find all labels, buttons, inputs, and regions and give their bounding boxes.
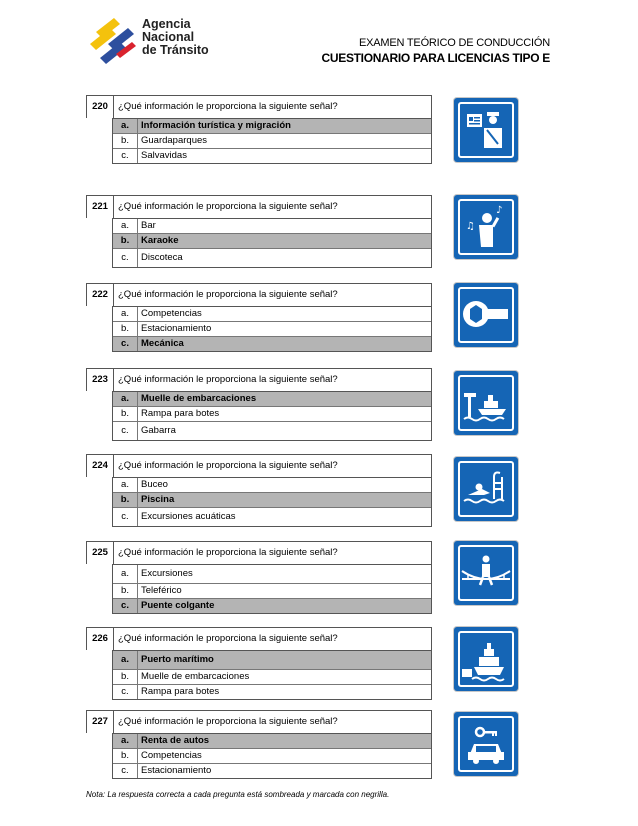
correct-answer-option (113, 493, 431, 508)
option-letter: c. (113, 599, 138, 613)
mechanic-wrench-sign-icon (454, 283, 518, 347)
question-row (86, 368, 432, 391)
correct-answer-option (113, 337, 431, 351)
answer-option (113, 322, 431, 337)
option-text: Gabarra (141, 425, 176, 436)
question-227 (86, 710, 432, 779)
option-text: Excursiones (141, 568, 193, 579)
answer-option (113, 670, 431, 685)
question-number: 220 (87, 96, 114, 118)
question-row (86, 627, 432, 650)
option-text: Rampa para botes (141, 686, 220, 697)
agency-name-line2: Nacional (142, 30, 195, 44)
option-text: Excursiones acuáticas (141, 511, 236, 522)
option-text: Renta de autos (141, 735, 210, 746)
option-letter: c. (113, 249, 138, 267)
option-text: Información turística y migración (141, 120, 291, 131)
question-number: 221 (87, 196, 114, 218)
question-222 (86, 283, 432, 352)
option-letter: a. (113, 119, 138, 133)
answer-options (112, 564, 432, 614)
question-text: ¿Qué información le proporciona la siguiente señal? (118, 716, 338, 727)
option-letter: b. (113, 493, 138, 507)
answer-option (113, 685, 431, 699)
option-letter: c. (113, 337, 138, 351)
answer-option (113, 565, 431, 584)
option-text: Karaoke (141, 235, 179, 246)
option-text: Guardaparques (141, 135, 208, 146)
answer-option (113, 508, 431, 526)
option-letter: b. (113, 134, 138, 148)
seaport-ship-sign-icon (454, 627, 518, 691)
answer-option (113, 749, 431, 764)
option-letter: a. (113, 478, 138, 492)
option-letter: b. (113, 749, 138, 763)
question-number: 226 (87, 628, 114, 650)
svg-text:♫: ♫ (466, 221, 475, 232)
option-letter: a. (113, 651, 138, 669)
option-letter: b. (113, 670, 138, 684)
option-letter: b. (113, 407, 138, 421)
answer-option (113, 134, 431, 149)
option-text: Puerto marítimo (141, 654, 214, 665)
answer-options (112, 391, 432, 441)
option-letter: c. (113, 422, 138, 440)
question-224 (86, 454, 432, 527)
question-row (86, 283, 432, 306)
agency-name (142, 18, 209, 57)
agency-name-line1: Agencia (142, 17, 191, 31)
suspension-bridge-sign-icon (454, 541, 518, 605)
option-letter: c. (113, 508, 138, 526)
option-letter: a. (113, 307, 138, 321)
option-text: Estacionamiento (141, 765, 212, 776)
question-text: ¿Qué información le proporciona la siguiente señal? (118, 633, 338, 644)
footnote: Nota: La respuesta correcta a cada pregunta está sombreada y marcada con negrilla. (86, 790, 390, 799)
question-number: 227 (87, 711, 114, 733)
answer-option (113, 584, 431, 599)
option-letter: c. (113, 149, 138, 163)
question-text: ¿Qué información le proporciona la siguiente señal? (118, 289, 338, 300)
option-letter: a. (113, 734, 138, 748)
question-225 (86, 541, 432, 614)
option-text: Teleférico (141, 585, 182, 596)
question-text: ¿Qué información le proporciona la siguiente señal? (118, 460, 338, 471)
question-row (86, 454, 432, 477)
answer-options (112, 477, 432, 527)
question-text: ¿Qué información le proporciona la siguiente señal? (118, 547, 338, 558)
question-number: 225 (87, 542, 114, 564)
question-row (86, 541, 432, 564)
option-text: Rampa para botes (141, 408, 220, 419)
question-number: 223 (87, 369, 114, 391)
correct-answer-option (113, 599, 431, 613)
correct-answer-option (113, 734, 431, 749)
option-text: Discoteca (141, 252, 183, 263)
boat-dock-sign-icon (454, 371, 518, 435)
option-text: Muelle de embarcaciones (141, 393, 257, 404)
answer-option (113, 422, 431, 440)
car-rental-sign-icon (454, 712, 518, 776)
exam-title: EXAMEN TEÓRICO DE CONDUCCIÓN (359, 37, 550, 49)
correct-answer-option (113, 234, 431, 249)
question-text: ¿Qué información le proporciona la siguiente señal? (118, 201, 338, 212)
answer-option (113, 478, 431, 493)
answer-option (113, 249, 431, 267)
option-letter: a. (113, 219, 138, 233)
option-text: Muelle de embarcaciones (141, 671, 250, 682)
option-text: Piscina (141, 494, 175, 505)
swimming-pool-sign-icon (454, 457, 518, 521)
option-text: Puente colgante (141, 600, 215, 611)
option-letter: c. (113, 685, 138, 699)
question-text: ¿Qué información le proporciona la siguiente señal? (118, 374, 338, 385)
answer-options (112, 306, 432, 352)
answer-options (112, 733, 432, 779)
option-letter: a. (113, 392, 138, 406)
option-text: Salvavidas (141, 150, 187, 161)
question-row (86, 195, 432, 218)
question-row (86, 710, 432, 733)
option-letter: a. (113, 565, 138, 583)
option-letter: b. (113, 584, 138, 598)
option-letter: b. (113, 234, 138, 248)
answer-option (113, 149, 431, 163)
correct-answer-option (113, 392, 431, 407)
svg-text:♪: ♪ (496, 205, 503, 216)
question-number: 224 (87, 455, 114, 477)
karaoke-sign-icon (454, 195, 518, 259)
answer-options (112, 118, 432, 164)
correct-answer-option (113, 119, 431, 134)
option-text: Competencias (141, 750, 202, 761)
option-letter: c. (113, 764, 138, 778)
question-220 (86, 95, 432, 164)
question-223 (86, 368, 432, 441)
question-row (86, 95, 432, 118)
answer-option (113, 307, 431, 322)
question-221 (86, 195, 432, 268)
answer-options (112, 650, 432, 700)
answer-options (112, 218, 432, 268)
agency-logo-icon (86, 14, 142, 70)
answer-option (113, 407, 431, 422)
answer-option (113, 219, 431, 234)
agency-name-line3: de Tránsito (142, 43, 209, 57)
option-text: Bar (141, 220, 156, 231)
question-226 (86, 627, 432, 700)
option-text: Buceo (141, 479, 168, 490)
questionnaire-title: CUESTIONARIO PARA LICENCIAS TIPO E (321, 51, 550, 65)
option-text: Competencias (141, 308, 202, 319)
question-number: 222 (87, 284, 114, 306)
option-text: Mecánica (141, 338, 184, 349)
option-text: Estacionamiento (141, 323, 212, 334)
option-letter: b. (113, 322, 138, 336)
correct-answer-option (113, 651, 431, 670)
tourist-info-migration-sign-icon (454, 98, 518, 162)
question-text: ¿Qué información le proporciona la siguiente señal? (118, 101, 338, 112)
answer-option (113, 764, 431, 778)
